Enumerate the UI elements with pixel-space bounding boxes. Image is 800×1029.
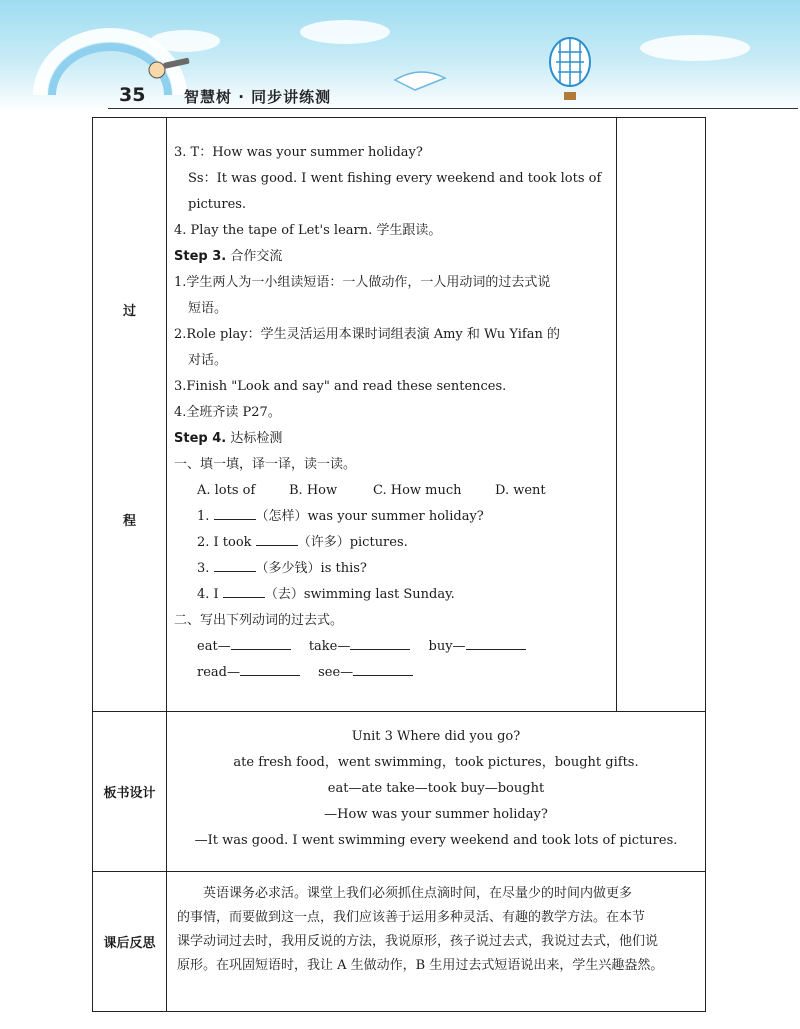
step-number: Step 3.: [174, 249, 227, 264]
bird-icon: [395, 72, 445, 90]
section-title: 二、写出下列动词的过去式。: [174, 613, 344, 628]
step-number: Step 4.: [174, 431, 227, 446]
step-heading: [174, 244, 610, 270]
board-label: 板书设计: [93, 712, 167, 872]
question-text: （许多）pictures.: [297, 535, 408, 550]
question-number: 2. I took: [197, 535, 252, 550]
option: C. How much: [373, 483, 462, 498]
text-line: 1.学生两人为一小组读短语：一人做动作，一人用动词的过去式说: [174, 275, 551, 290]
board-row: [93, 712, 706, 872]
reflection-line: 课学动词过去时，我用反说的方法，我说原形，孩子说过去式，我说过去式，他们说: [177, 934, 659, 949]
answer-blank: [353, 662, 413, 676]
verb: eat—: [197, 639, 231, 654]
verbs-row: [174, 634, 610, 660]
text-line: 3. T：How was your summer holiday?: [174, 145, 423, 160]
answer-blank: [240, 662, 300, 676]
question-text: （多少钱）is this?: [255, 561, 367, 576]
question-number: 1.: [197, 509, 210, 524]
verb: buy—: [428, 639, 466, 654]
option: D. went: [495, 483, 546, 498]
question-text: （怎样）was your summer holiday?: [255, 509, 484, 524]
verb: see—: [318, 665, 354, 680]
page-number: 35: [119, 84, 146, 106]
option: A. lots of: [197, 483, 256, 498]
question-4: [174, 582, 610, 608]
reflection-label: 课后反思: [93, 872, 167, 1012]
answer-blank: [256, 532, 298, 546]
board-content: [167, 712, 706, 872]
notes-column: [617, 118, 706, 712]
step-title: 达标检测: [230, 431, 283, 446]
answer-blank: [223, 584, 265, 598]
text-line: 短语。: [188, 301, 228, 316]
question-number: 4. I: [197, 587, 219, 602]
process-label-1: 过: [122, 304, 136, 319]
process-content: [167, 118, 617, 712]
lesson-table: [92, 117, 706, 1012]
board-line: —It was good. I went swimming every weekend and took lots of pictures.: [194, 833, 678, 848]
verb: read—: [197, 665, 240, 680]
step-title: 合作交流: [230, 249, 283, 264]
question-text: （去）swimming last Sunday.: [264, 587, 455, 602]
answer-blank: [214, 506, 256, 520]
board-line: —How was your summer holiday?: [324, 807, 548, 822]
process-row: [93, 118, 706, 712]
text-line: pictures.: [188, 197, 247, 212]
answer-blank: [350, 636, 410, 650]
verbs-row: [174, 660, 610, 686]
reflection-line: 的事情，而要做到这一点，我们应该善于运用多种灵活、有趣的教学方法。在本节: [177, 910, 646, 925]
child-icon: [149, 62, 165, 78]
option: B. How: [289, 483, 338, 498]
step-heading: [174, 426, 610, 452]
page-header: [0, 0, 800, 112]
balloon-basket: [564, 92, 576, 100]
book-title: 智慧树 · 同步讲练测: [184, 88, 332, 106]
options-row: [174, 478, 610, 504]
text-line: 2.Role play：学生灵活运用本课时词组表演 Amy 和 Wu Yifan 的: [174, 327, 560, 342]
text-line: 对话。: [188, 353, 228, 368]
answer-blank: [231, 636, 291, 650]
reflection-row: [93, 872, 706, 1012]
question-number: 3.: [197, 561, 210, 576]
text-line: Ss：It was good. I went fishing every weekend and took lots of: [188, 171, 602, 186]
process-label-cell: [93, 118, 167, 712]
reflection-content: [167, 872, 706, 1012]
answer-blank: [214, 558, 256, 572]
section-title: 一、填一填，译一译，读一读。: [174, 457, 357, 472]
question-1: [174, 504, 610, 530]
reflection-line: 英语课务必求活。课堂上我们必须抓住点滴时间，在尽量少的时间内做更多: [203, 886, 633, 901]
header-divider: [108, 108, 798, 109]
question-3: [174, 556, 610, 582]
text-line: 4. Play the tape of Let's learn. 学生跟读。: [174, 223, 442, 238]
board-line: ate fresh food，went swimming，took pictures，bought gifts.: [233, 755, 639, 770]
reflection-line: 原形。在巩固短语时，我让 A 生做动作，B 生用过去式短语说出来，学生兴趣盎然。: [177, 958, 664, 973]
process-label-2: 程: [122, 514, 136, 529]
verb: take—: [308, 639, 351, 654]
question-2: [174, 530, 610, 556]
board-line: Unit 3 Where did you go?: [351, 729, 521, 744]
board-line: eat—ate take—took buy—bought: [327, 781, 545, 796]
text-line: 3.Finish "Look and say" and read these sentences.: [174, 379, 507, 394]
text-line: 4.全班齐读 P27。: [174, 405, 281, 420]
answer-blank: [466, 636, 526, 650]
